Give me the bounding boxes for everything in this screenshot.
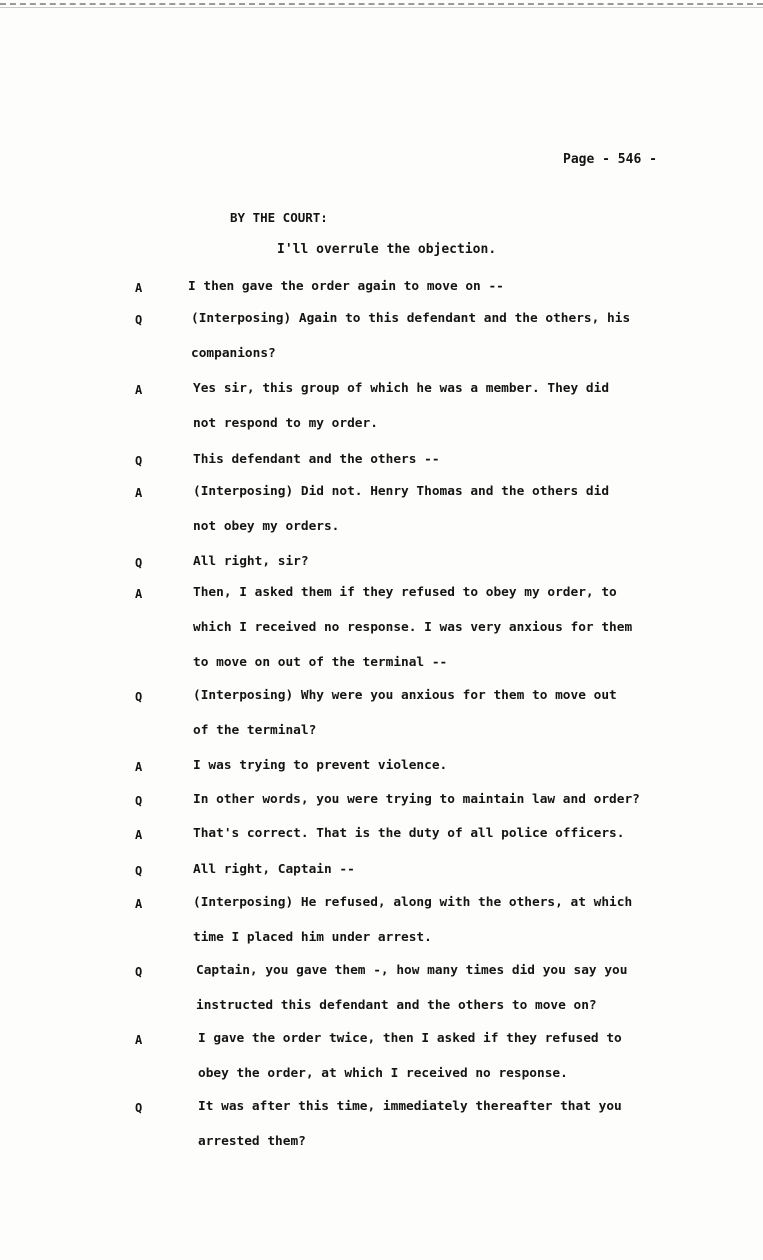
testimony-line: I gave the order twice, then I asked if they refused to	[198, 1031, 622, 1046]
speaker-label: A	[135, 486, 143, 500]
testimony-line: That's correct. That is the duty of all police officers.	[193, 826, 625, 841]
speaker-label: A	[135, 383, 143, 397]
testimony-line: It was after this time, immediately thereafter that you	[198, 1099, 622, 1114]
testimony-line: companions?	[191, 346, 276, 361]
testimony-line: time I placed him under arrest.	[193, 930, 432, 945]
testimony-line: instructed this defendant and the others to move on?	[196, 998, 597, 1013]
testimony-line: arrested them?	[198, 1134, 306, 1149]
scan-top-edge-inner	[0, 7, 763, 8]
testimony-line: Yes sir, this group of which he was a member. They did	[193, 381, 610, 396]
testimony-line: not obey my orders.	[193, 519, 340, 534]
testimony-line: I then gave the order again to move on --	[188, 279, 504, 294]
testimony-line: All right, sir?	[193, 554, 309, 569]
testimony-line: (Interposing) Why were you anxious for them to move out	[193, 688, 617, 703]
testimony-line: (Interposing) Did not. Henry Thomas and the others did	[193, 484, 610, 499]
court-ruling: I'll overrule the objection.	[277, 242, 497, 257]
speaker-label: Q	[135, 690, 143, 704]
testimony-line: This defendant and the others --	[193, 452, 440, 467]
speaker-label: Q	[135, 1101, 143, 1115]
testimony-line: which I received no response. I was very anxious for them	[193, 620, 633, 635]
testimony-line: obey the order, at which I received no response.	[198, 1066, 568, 1081]
speaker-label: A	[135, 1033, 143, 1047]
testimony-line: All right, Captain --	[193, 862, 355, 877]
court-heading: BY THE COURT:	[230, 210, 328, 225]
speaker-label: Q	[135, 864, 143, 878]
speaker-label: Q	[135, 556, 143, 570]
speaker-label: Q	[135, 454, 143, 468]
testimony-line: I was trying to prevent violence.	[193, 758, 448, 773]
speaker-label: A	[135, 281, 143, 295]
speaker-label: A	[135, 587, 143, 601]
speaker-label: A	[135, 897, 143, 911]
speaker-label: Q	[135, 965, 143, 979]
testimony-line: of the terminal?	[193, 723, 317, 738]
testimony-line: (Interposing) He refused, along with the others, at which	[193, 895, 633, 910]
speaker-label: A	[135, 760, 143, 774]
speaker-label: Q	[135, 794, 143, 808]
scan-top-edge	[0, 3, 763, 5]
testimony-line: Then, I asked them if they refused to obey my order, to	[193, 585, 617, 600]
testimony-line: not respond to my order.	[193, 416, 378, 431]
speaker-label: Q	[135, 313, 143, 327]
testimony-line: to move on out of the terminal --	[193, 655, 448, 670]
speaker-label: A	[135, 828, 143, 842]
testimony-line: Captain, you gave them -, how many times did you say you	[196, 963, 628, 978]
testimony-line: (Interposing) Again to this defendant and the others, his	[191, 311, 631, 326]
testimony-line: In other words, you were trying to maintain law and order?	[193, 792, 640, 807]
page-number: Page - 546 -	[563, 152, 657, 167]
